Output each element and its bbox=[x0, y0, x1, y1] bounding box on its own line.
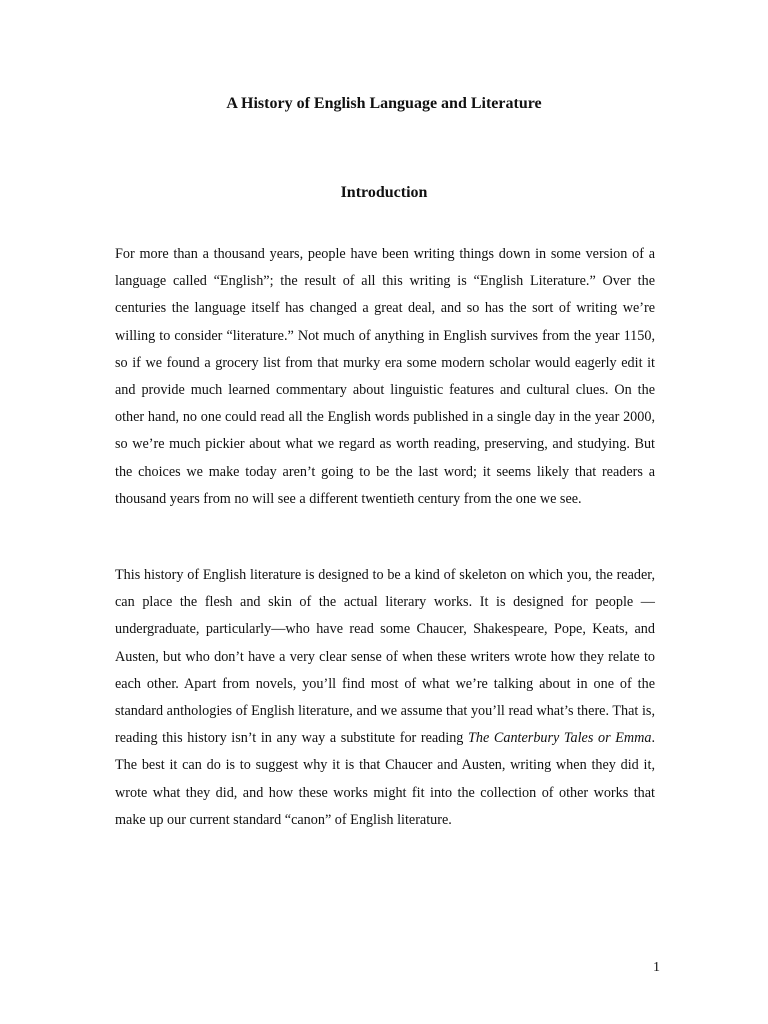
paragraph-2-italic-titles: The Canterbury Tales or Emma bbox=[468, 730, 652, 747]
paragraph-2 bbox=[115, 562, 655, 834]
document-title: A History of English Language and Literature bbox=[226, 95, 542, 112]
section-heading-introduction: Introduction bbox=[340, 184, 428, 201]
paragraph-2-text-end: . The best it can do is to suggest why it is that Chaucer and Austen, writing when they did it, wrote what they did, and how these works might fit into the collection of other works that make up our current standard “canon” of English literature. bbox=[115, 730, 655, 828]
paragraph-1: For more than a thousand years, people have been writing things down in some version of a language called “English”; the result of all this writing is “English Literature.” Over the centuries the language itself has changed a great deal, and so has the sort of writing we’re willing to consider “literature.” Not much of anything in English survives from the year 1150, so if we found a grocery list from that murky era some modern scholar would eagerly edit it and provide much learned commentary about linguistic features and cultural clues. On the other hand, no one could read all the English words published in a single day in the year 2000, so we’re much pickier about what we regard as worth reading, preserving, and studying. But the choices we make today aren’t going to be the last word; it seems likely that readers a thousand years from no will see a different twentieth century from the one we see. bbox=[115, 246, 655, 507]
paragraph-2-text-start: This history of English literature is designed to be a kind of skeleton on which you, the reader, can place the flesh and skin of the actual literary works. It is designed for people —undergraduate, particularly—who have read some Chaucer, Shakespeare, Pope, Keats, and Austen, but who don’t have a very clear sense of when these writers wrote how they relate to each other. Apart from novels, you’ll find most of what we’re talking about in one of the standard anthologies of English literature, and we assume that you’ll read what’s there. That is, reading this history isn’t in any way a substitute for reading bbox=[115, 567, 655, 747]
page-number: 1 bbox=[653, 960, 660, 975]
